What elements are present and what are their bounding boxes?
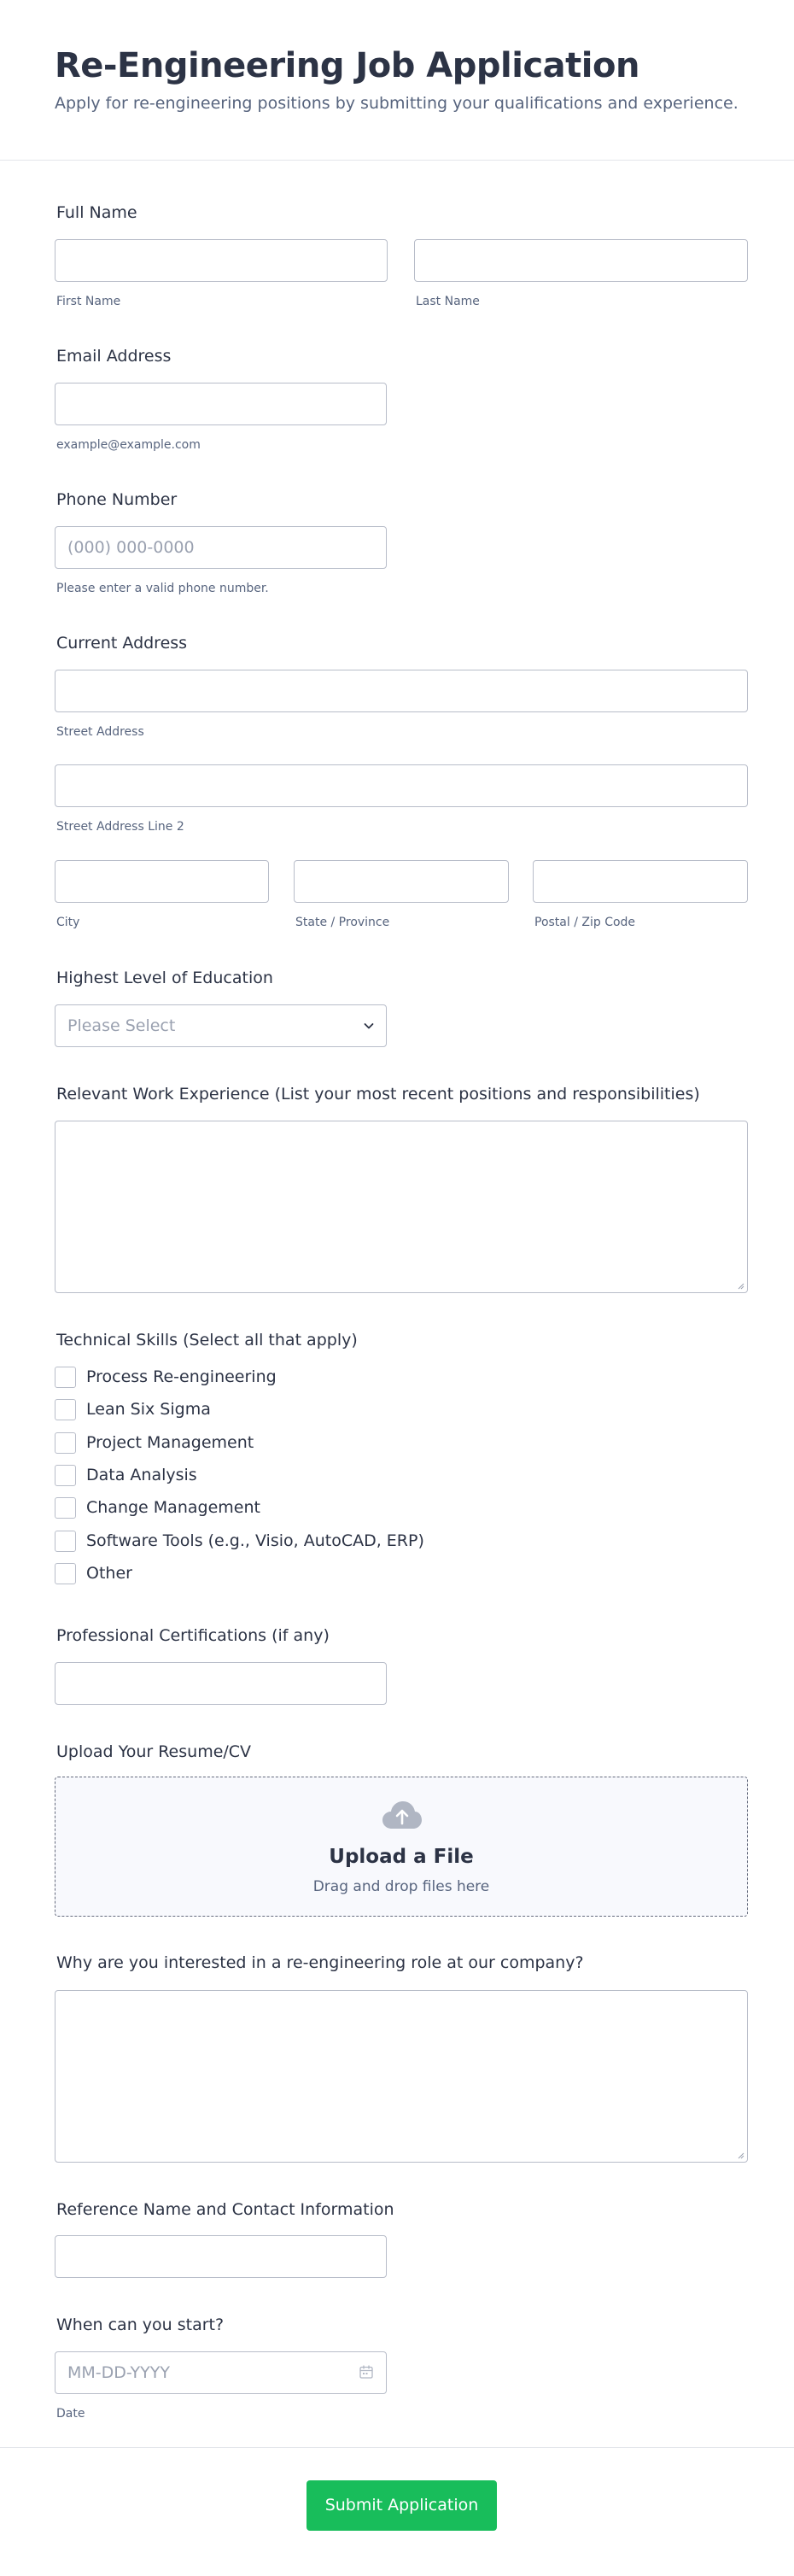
start-date-input[interactable] <box>55 2351 387 2394</box>
certifications-input[interactable] <box>55 1662 387 1705</box>
phone-label: Phone Number <box>56 490 178 509</box>
interest-label: Why are you interested in a re-engineering role at our company? <box>56 1953 584 1972</box>
education-label: Highest Level of Education <box>56 969 273 987</box>
skill-option-label: Lean Six Sigma <box>86 1400 211 1419</box>
start-date-placeholder: MM-DD-YYYY <box>67 2363 170 2382</box>
experience-textarea[interactable] <box>55 1121 748 1293</box>
zip-sublabel: Postal / Zip Code <box>534 916 636 929</box>
street-address-line2-input[interactable] <box>55 764 748 807</box>
file-upload-dropzone[interactable] <box>55 1777 748 1917</box>
reference-input[interactable] <box>55 2235 387 2278</box>
upload-title: Upload a File <box>329 1846 474 1868</box>
skill-checkbox[interactable] <box>55 1465 76 1486</box>
first-name-input[interactable] <box>55 239 388 282</box>
street-address-input[interactable] <box>55 670 748 712</box>
page-title: Re-Engineering Job Application <box>55 46 639 85</box>
zip-input[interactable] <box>533 860 748 903</box>
resume-label: Upload Your Resume/CV <box>56 1742 252 1761</box>
skill-option-label: Software Tools (e.g., Visio, AutoCAD, ERP) <box>86 1531 424 1550</box>
city-sublabel: City <box>56 916 80 929</box>
start-date-label: When can you start? <box>56 2315 225 2334</box>
skill-checkbox[interactable] <box>55 1497 76 1519</box>
certifications-label: Professional Certifications (if any) <box>56 1626 330 1645</box>
first-name-sublabel: First Name <box>56 295 121 308</box>
education-select[interactable] <box>55 1004 387 1047</box>
submit-button[interactable]: Submit Application <box>307 2480 497 2531</box>
reference-label: Reference Name and Contact Information <box>56 2200 394 2219</box>
chevron-down-icon <box>362 1019 376 1033</box>
start-date-sublabel: Date <box>56 2407 85 2421</box>
city-input[interactable] <box>55 860 269 903</box>
page-subtitle: Apply for re-engineering positions by submitting your qualifications and experience. <box>55 94 739 113</box>
resize-grip-icon[interactable] <box>736 2151 744 2159</box>
state-input[interactable] <box>294 860 509 903</box>
skill-checkbox[interactable] <box>55 1367 76 1388</box>
phone-input[interactable] <box>55 526 387 569</box>
email-input[interactable] <box>55 383 387 425</box>
skill-option-label: Data Analysis <box>86 1466 197 1484</box>
skill-checkbox[interactable] <box>55 1563 76 1584</box>
street-address-line2-sublabel: Street Address Line 2 <box>56 820 184 834</box>
skill-checkbox[interactable] <box>55 1432 76 1454</box>
skill-option-label: Process Re-engineering <box>86 1367 277 1386</box>
phone-sublabel: Please enter a valid phone number. <box>56 582 269 595</box>
last-name-sublabel: Last Name <box>416 295 480 308</box>
full-name-label: Full Name <box>56 203 137 222</box>
resize-grip-icon[interactable] <box>736 1281 744 1290</box>
last-name-input[interactable] <box>414 239 748 282</box>
upload-subtitle: Drag and drop files here <box>312 1878 490 1895</box>
skill-option-label: Project Management <box>86 1433 254 1452</box>
footer-divider <box>0 2447 794 2448</box>
state-sublabel: State / Province <box>295 916 390 929</box>
skill-option-label: Change Management <box>86 1498 260 1517</box>
skill-option-label: Other <box>86 1564 132 1583</box>
interest-textarea[interactable] <box>55 1990 748 2163</box>
cloud-upload-icon <box>382 1800 423 1830</box>
street-address-sublabel: Street Address <box>56 725 144 739</box>
email-sublabel: example@example.com <box>56 438 201 452</box>
form-header <box>0 0 794 161</box>
experience-label: Relevant Work Experience (List your most recent positions and responsibilities) <box>56 1085 700 1104</box>
skill-checkbox[interactable] <box>55 1399 76 1420</box>
skills-label: Technical Skills (Select all that apply) <box>56 1331 358 1349</box>
email-label: Email Address <box>56 347 172 366</box>
calendar-icon[interactable] <box>359 2364 374 2380</box>
skill-checkbox[interactable] <box>55 1531 76 1552</box>
phone-placeholder: (000) 000-0000 <box>67 538 195 557</box>
address-label: Current Address <box>56 634 188 653</box>
education-selected-value: Please Select <box>67 1016 176 1035</box>
